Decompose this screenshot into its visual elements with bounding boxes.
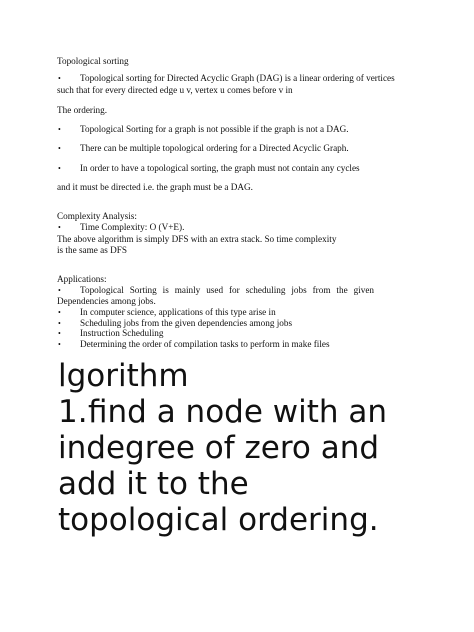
bullet-icon: • (58, 164, 61, 173)
algorithm-step-line1 (58, 394, 387, 430)
dag-note: and it must be directed i.e. the graph must be a DAG. (57, 182, 253, 192)
algorithm-step-text: find a node with an (88, 394, 388, 430)
section-heading: Topological sorting (57, 56, 129, 66)
complexity-line1: The above algorithm is simply DFS with an extra stack. So time complexity (57, 234, 337, 244)
bullet-icon: • (58, 125, 61, 134)
bullet-icon: • (58, 319, 61, 328)
bullet-text: Topological Sorting for a graph is not possible if the graph is not a DAG. (80, 124, 349, 134)
algorithm-step-line2: indegree of zero and (58, 430, 380, 466)
applications-item: In computer science, applications of this type arise in (80, 307, 276, 317)
bullet-icon: • (58, 144, 61, 153)
complexity-line2: is the same as DFS (57, 245, 127, 255)
algorithm-step-line3: add it to the (58, 466, 249, 502)
intro-text-line2: such that for every directed edge u v, vertex u comes before v in (57, 85, 293, 95)
applications-first-line2: Dependencies among jobs. (57, 296, 156, 306)
algorithm-step-number: 1. (58, 394, 88, 430)
bullet-text: In order to have a topological sorting, the graph must not contain any cycles (80, 163, 360, 173)
bullet-icon: • (58, 308, 61, 317)
applications-item: Instruction Scheduling (80, 328, 164, 338)
intro-text-line1: Topological sorting for Directed Acyclic Graph (DAG) is a linear ordering of vertices (80, 73, 395, 83)
applications-item: Determining the order of compilation tasks to perform in make files (80, 339, 330, 349)
complexity-title: Complexity Analysis: (57, 211, 137, 221)
bullet-icon: • (58, 286, 61, 295)
algorithm-title: lgorithm (58, 358, 189, 394)
bullet-icon: • (58, 329, 61, 338)
bullet-icon: • (58, 74, 61, 83)
bullet-text: There can be multiple topological ordering for a Directed Acyclic Graph. (80, 143, 349, 153)
applications-item: Scheduling jobs from the given dependencies among jobs (80, 318, 293, 328)
algorithm-step-line4: topological ordering. (58, 502, 379, 538)
ordering-text: The ordering. (57, 105, 108, 115)
applications-title: Applications: (57, 274, 107, 284)
applications-first-line1: Topological Sorting is mainly used for scheduling jobs from the given (80, 285, 374, 295)
bullet-icon: • (58, 223, 61, 232)
complexity-bullet: Time Complexity: O (V+E). (80, 222, 185, 232)
bullet-icon: • (58, 340, 61, 349)
